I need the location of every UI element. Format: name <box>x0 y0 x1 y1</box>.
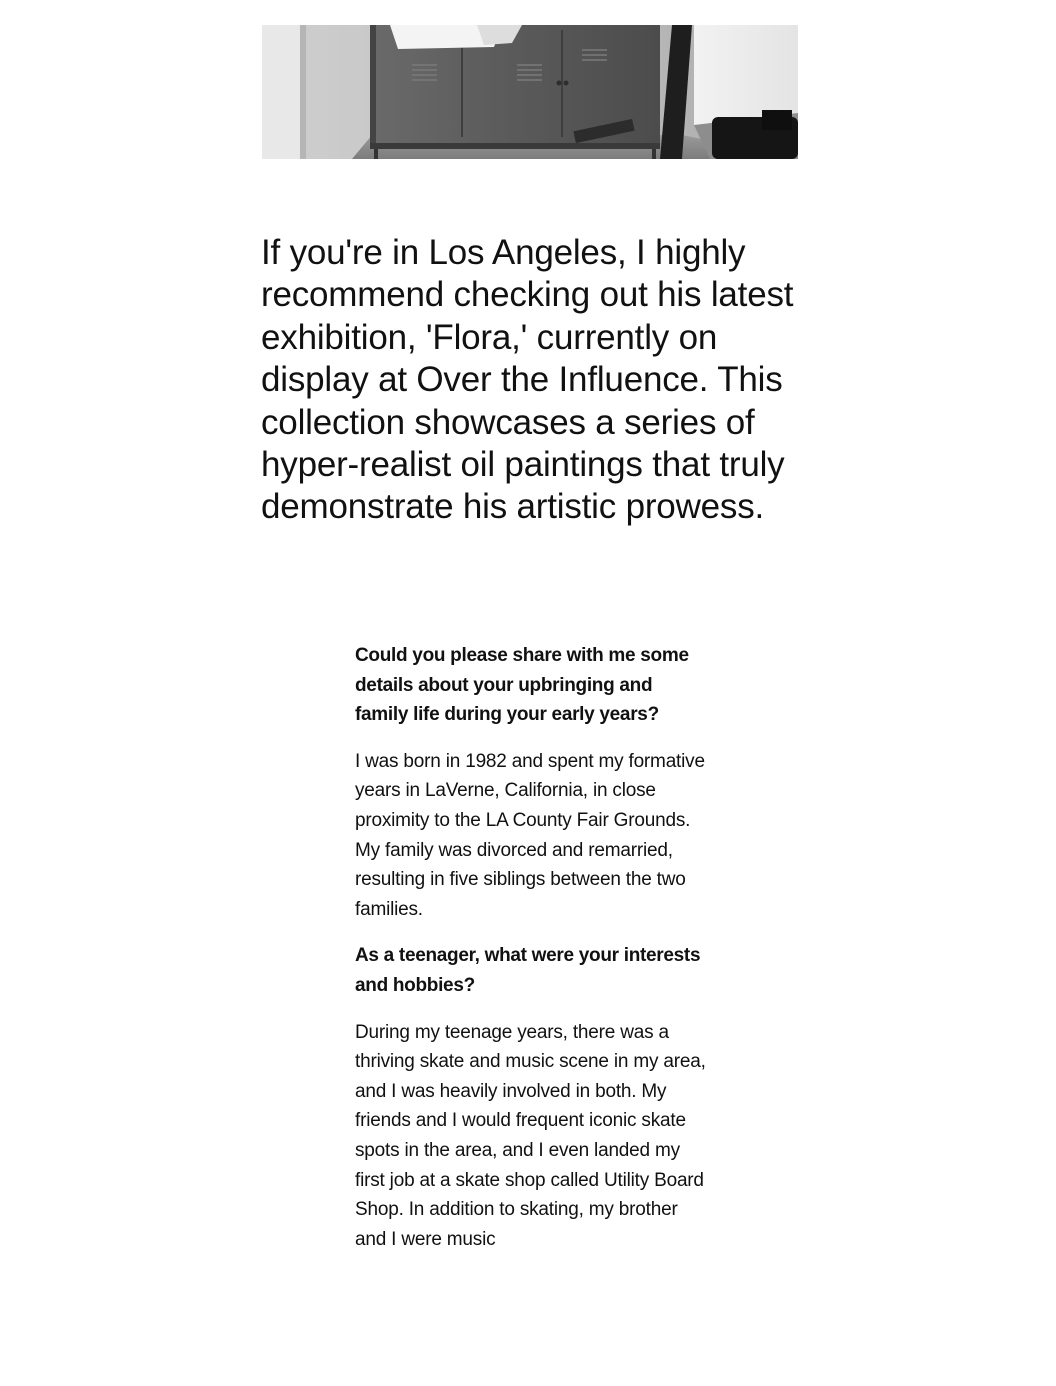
hero-image <box>262 25 798 159</box>
pull-quote: If you're in Los Angeles, I highly recommend checking out his latest exhibition, 'Flora,' currently on display at Over the Influence. This collection showcases a series of hyper-realist oil paintings that truly demonstrate his artistic prowess. <box>261 233 794 527</box>
interview-answer: I was born in 1982 and spent my formative years in LaVerne, California, in close proximity to the LA County Fair Grounds. My family was divorced and remarried, resulting in five siblings between the two families. <box>355 750 705 920</box>
studio-photo <box>262 25 798 159</box>
interview-section <box>355 641 707 1271</box>
interview-question: As a teenager, what were your interests and hobbies? <box>355 945 701 996</box>
interview-question: Could you please share with me some details about your upbringing and family life during your early years? <box>355 645 689 726</box>
interview-answer: During my teenage years, there was a thriving skate and music scene in my area, and I was heavily involved in both. My friends and I would frequent iconic skate spots in the area, and I even landed my first job at a skate shop called Utility Board Shop. In addition to skating, my brother and I were music <box>355 1021 706 1250</box>
